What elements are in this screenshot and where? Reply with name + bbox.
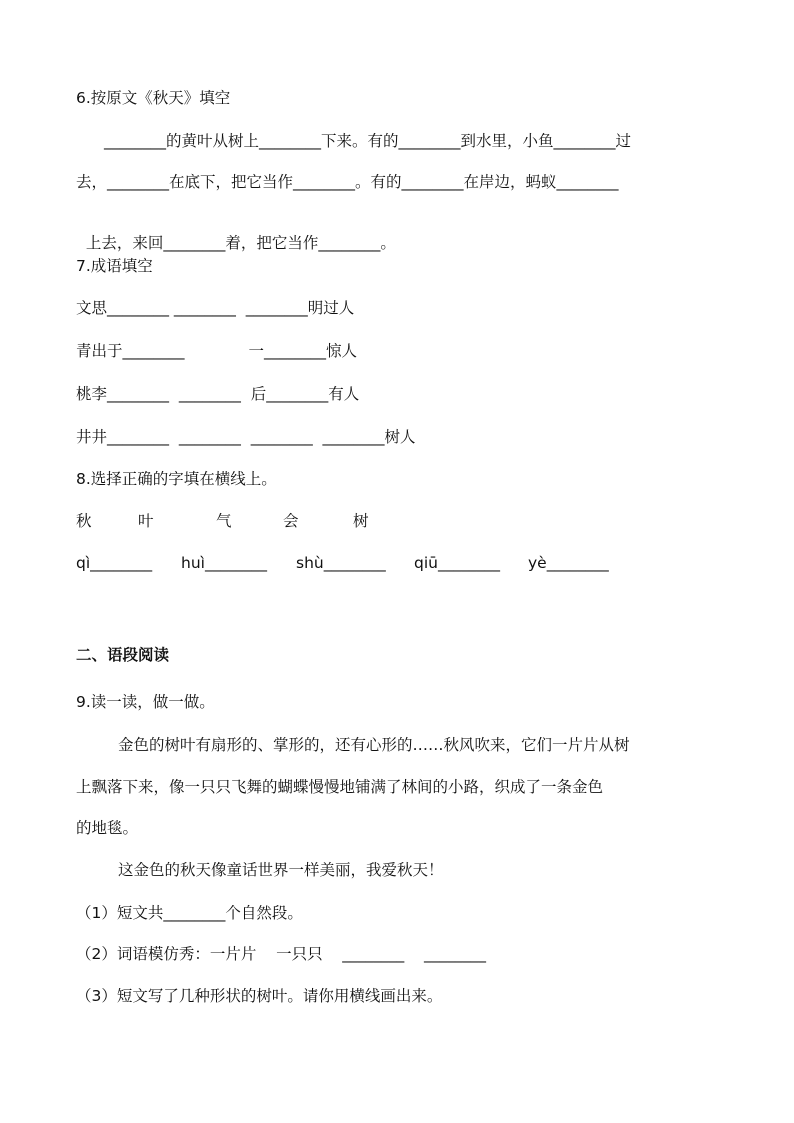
section-2-title: 二、语段阅读 bbox=[76, 646, 170, 664]
q8-char-3: 气 bbox=[216, 512, 232, 530]
q9-sub-2: （2）词语模仿秀：一片片 一只只 ________ ________ bbox=[76, 945, 486, 963]
q8-pinyin-1: qì________ bbox=[76, 554, 153, 572]
q8-pinyin-2: huì________ bbox=[181, 554, 267, 572]
q6-line-1-text: ________的黄叶从树上________下来。有的________到水里，小鱼________过 bbox=[104, 132, 632, 150]
q8-pinyin-4: qiū________ bbox=[414, 554, 500, 572]
q9-para2: 这金色的秋天像童话世界一样美丽，我爱秋天！ bbox=[118, 861, 444, 879]
q9-para1-line1: 金色的树叶有扇形的、掌形的，还有心形的……秋风吹来，它们一片片从树 bbox=[118, 736, 630, 754]
q7-row-1: 文思________ ________ ________明过人 bbox=[76, 299, 355, 317]
q6-line-3 bbox=[76, 213, 396, 253]
q9-para1-line2: 上飘落下来，像一只只飞舞的蝴蝶慢慢地铺满了林间的小路，织成了一条金色 bbox=[76, 778, 604, 796]
q8-char-5: 树 bbox=[353, 512, 369, 530]
q9-sub-3: （3）短文写了几种形状的树叶。请你用横线画出来。 bbox=[76, 987, 443, 1005]
q6-line-3-text: 上去，来回________着，把它当作________。 bbox=[85, 234, 396, 252]
q8-char-2: 叶 bbox=[138, 512, 154, 530]
q8-heading: 8.选择正确的字填在横线上。 bbox=[76, 470, 277, 488]
q8-char-row bbox=[76, 511, 718, 531]
q7-heading: 7.成语填空 bbox=[76, 257, 153, 275]
q6-line-2 bbox=[76, 172, 718, 192]
q6-line-2-text: 去，________在底下，把它当作________。有的________在岸边，蚂蚁________ bbox=[76, 173, 619, 191]
q8-char-4: 会 bbox=[283, 512, 299, 530]
q7-row-4: 井井________ ________ ________ ________树人 bbox=[76, 428, 416, 446]
q9-para1-line3: 的地毯。 bbox=[76, 819, 139, 837]
q8-pinyin-row bbox=[76, 553, 718, 573]
q6-line-1 bbox=[104, 131, 718, 151]
q7-row-2: 青出于________ 一________惊人 bbox=[76, 342, 358, 360]
q8-char-1: 秋 bbox=[76, 512, 92, 530]
q9-heading: 9.读一读，做一做。 bbox=[76, 693, 215, 711]
q7-row-3: 桃李________ ________ 后________有人 bbox=[76, 385, 360, 403]
q9-sub-1: （1）短文共________个自然段。 bbox=[76, 904, 303, 922]
q8-pinyin-3: shù________ bbox=[296, 554, 386, 572]
q8-pinyin-5: yè________ bbox=[528, 554, 609, 572]
q6-heading: 6.按原文《秋天》填空 bbox=[76, 89, 231, 107]
